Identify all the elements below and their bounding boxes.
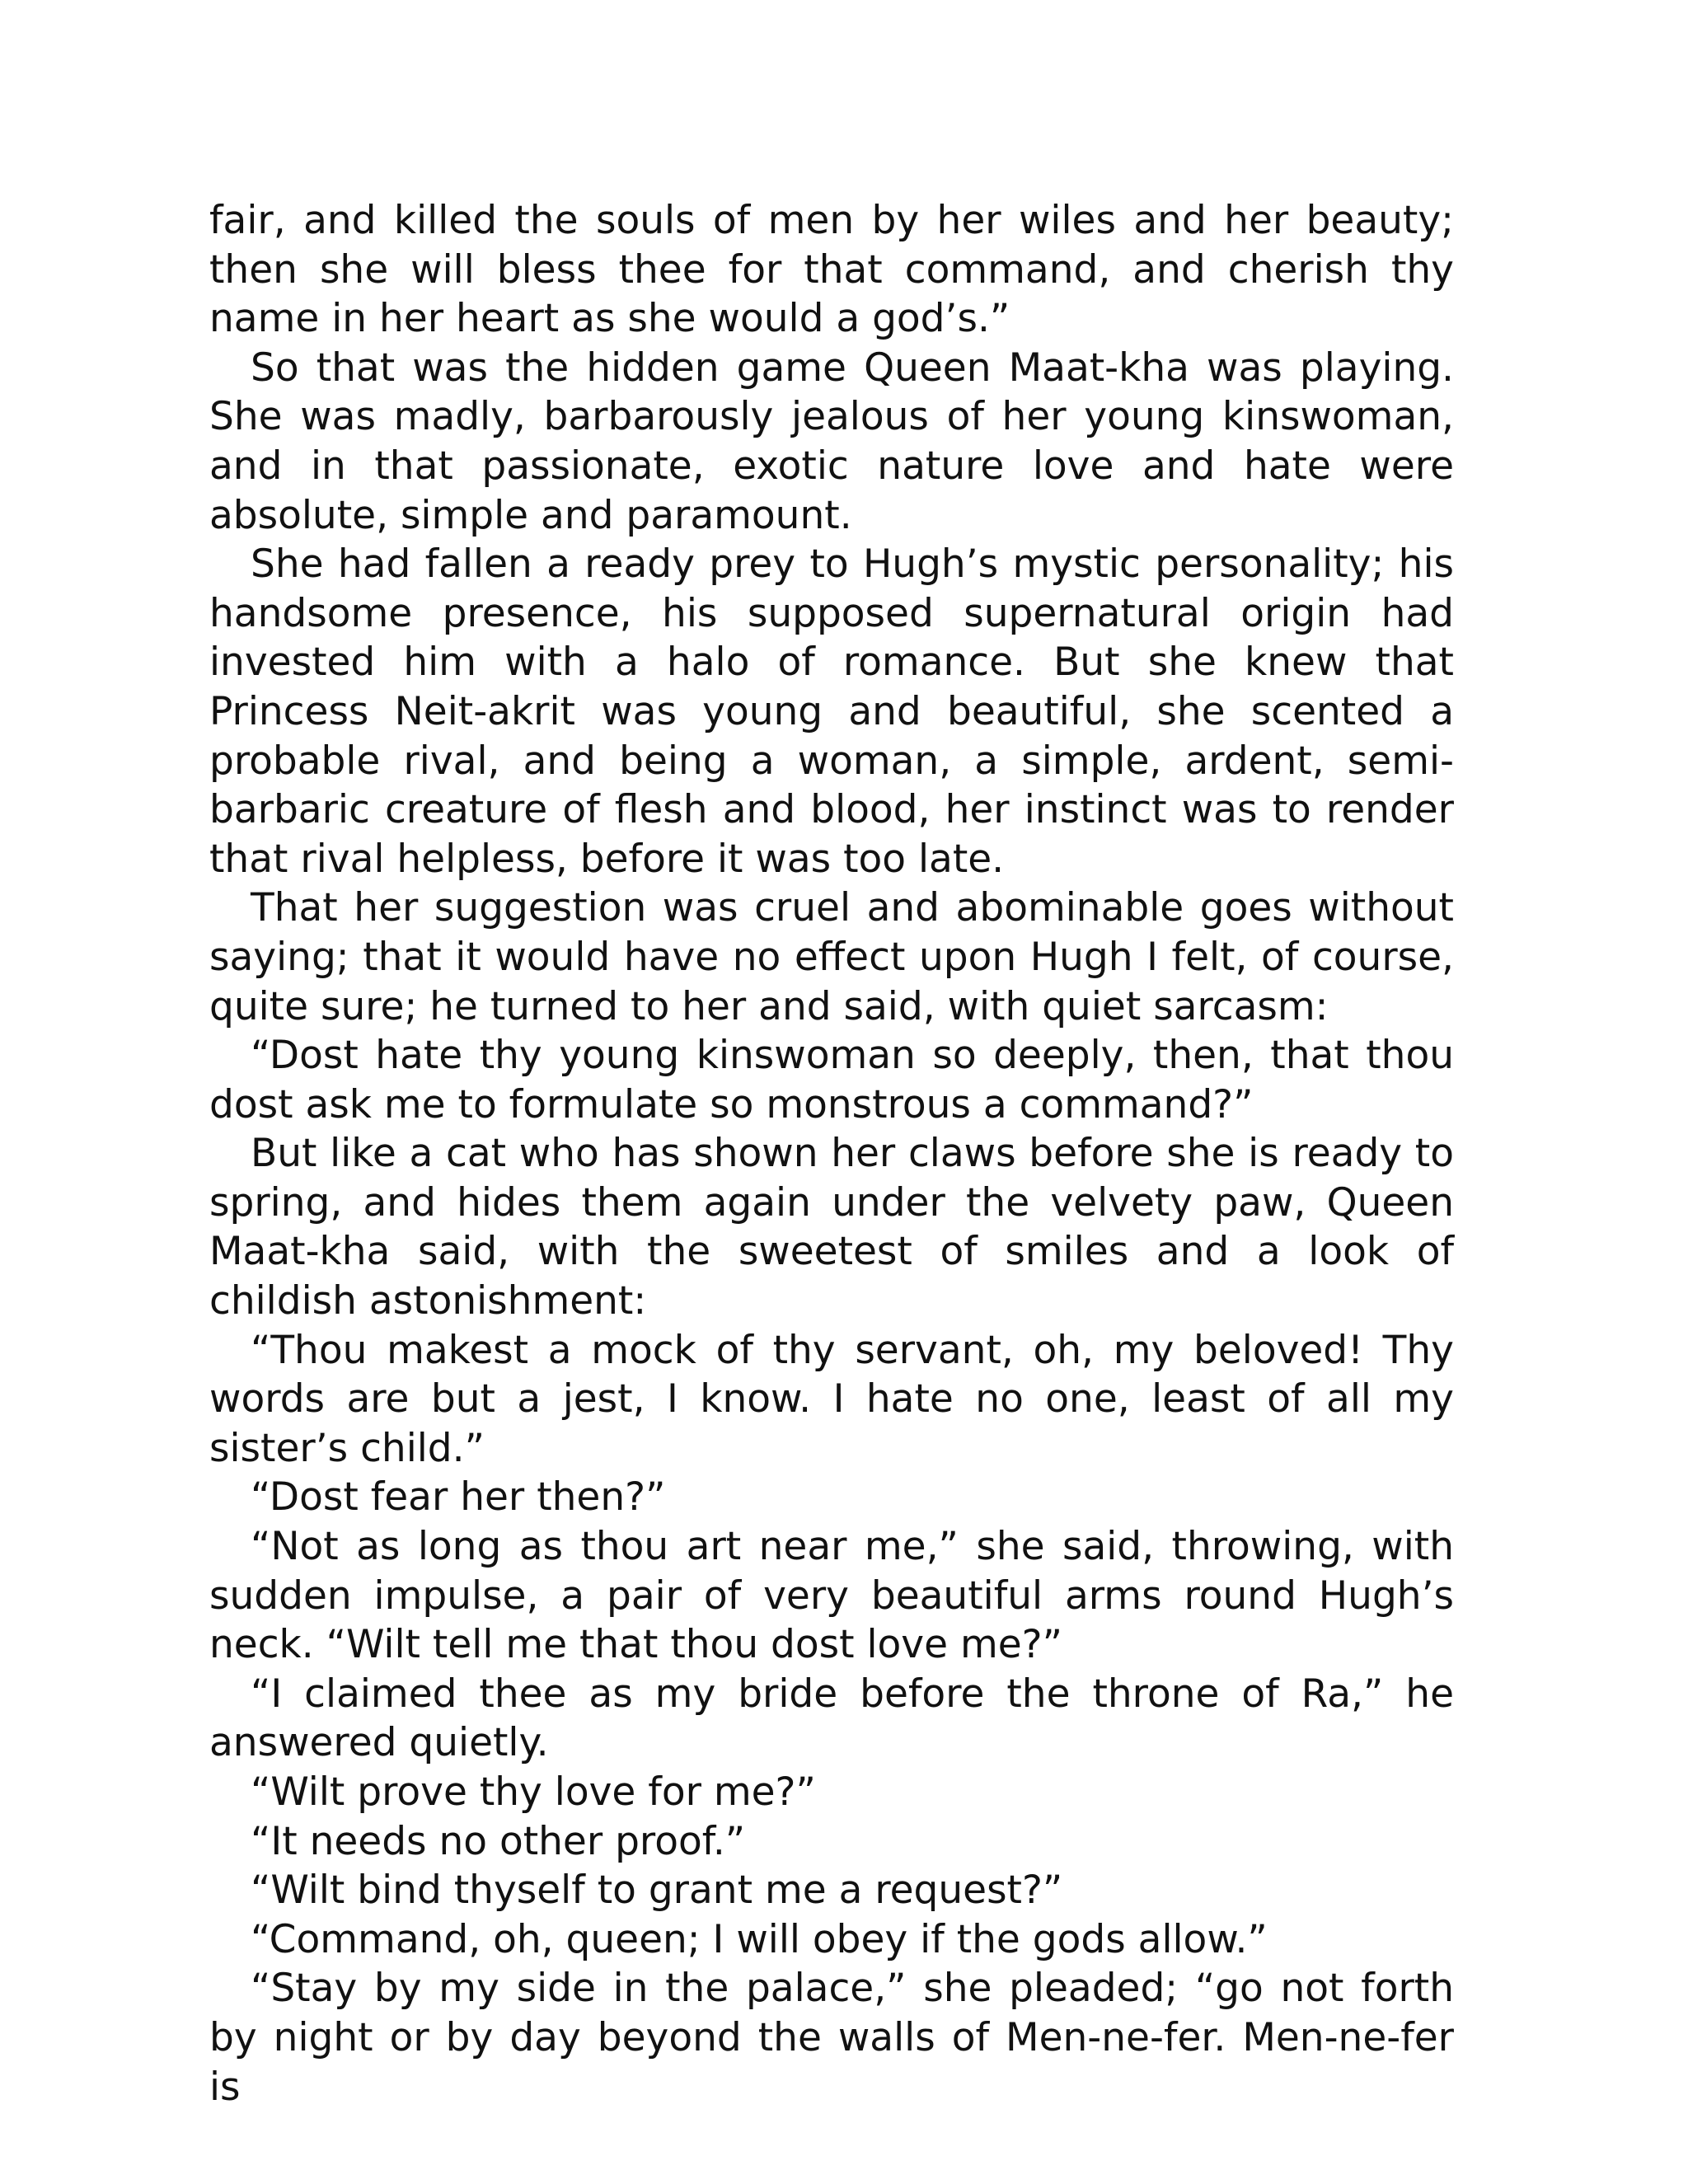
paragraph: “Not as long as thou art near me,” she said, throwing, with sudden impulse, a pair of very beautiful arms round Hugh’s neck. “Wilt tell me that thou dost love me?”: [209, 1524, 1454, 1668]
paragraph: “Command, oh, queen; I will obey if the gods allow.”: [251, 1916, 1268, 1962]
paragraph: “Dost fear her then?”: [251, 1474, 666, 1521]
paragraph: “It needs no other proof.”: [251, 1818, 746, 1864]
paragraph: “Dost hate thy young kinswoman so deeply, then, that thou dost ask me to formulate so monstrous a command?”: [209, 1033, 1454, 1127]
paragraph: “Wilt prove thy love for me?”: [251, 1769, 816, 1815]
paragraph: “Thou makest a mock of thy servant, oh, my beloved! Thy words are but a jest, I know. I hate no one, least of all my sister’s child.”: [209, 1327, 1454, 1471]
paragraph: So that was the hidden game Queen Maat-kha was playing. She was madly, barbarously jealous of her young kinswoman, and in that passionate, exotic nature love and hate were absolute, simple and paramount.: [209, 344, 1454, 538]
paragraph: But like a cat who has shown her claws before she is ready to spring, and hides them again under the velvety paw, Queen Maat-kha said, with the sweetest of smiles and a look of childish astonishment:: [209, 1131, 1454, 1324]
paragraph: fair, and killed the souls of men by her wiles and her beauty; then she will bless thee for that command, and cherish thy name in her heart as she would a god’s.”: [209, 198, 1454, 342]
paragraph: “Stay by my side in the palace,” she pleaded; “go not forth by night or by day beyond the walls of Men-ne-fer. Men-ne-fer is: [209, 1966, 1454, 2110]
paragraph: That her suggestion was cruel and abominable goes without saying; that it would have no effect upon Hugh I felt, of course, quite sure; he turned to her and said, with quiet sarcasm:: [209, 885, 1454, 1029]
paragraph: She had fallen a ready prey to Hugh’s mystic personality; his handsome presence, his supposed supernatural origin had invested him with a halo of romance. But she knew that Princess Neit-akrit was young and beautiful, she scented a probable rival, and being a woman, a simple, ardent, semi-barbaric creature of flesh and blood, her instinct was to render that rival helpless, before it was too late.: [209, 541, 1454, 882]
body-text: [209, 196, 1454, 2111]
paragraph: “Wilt bind thyself to grant me a request?”: [251, 1868, 1063, 1914]
paragraph: “I claimed thee as my bride before the throne of Ra,” he answered quietly.: [209, 1671, 1454, 1766]
